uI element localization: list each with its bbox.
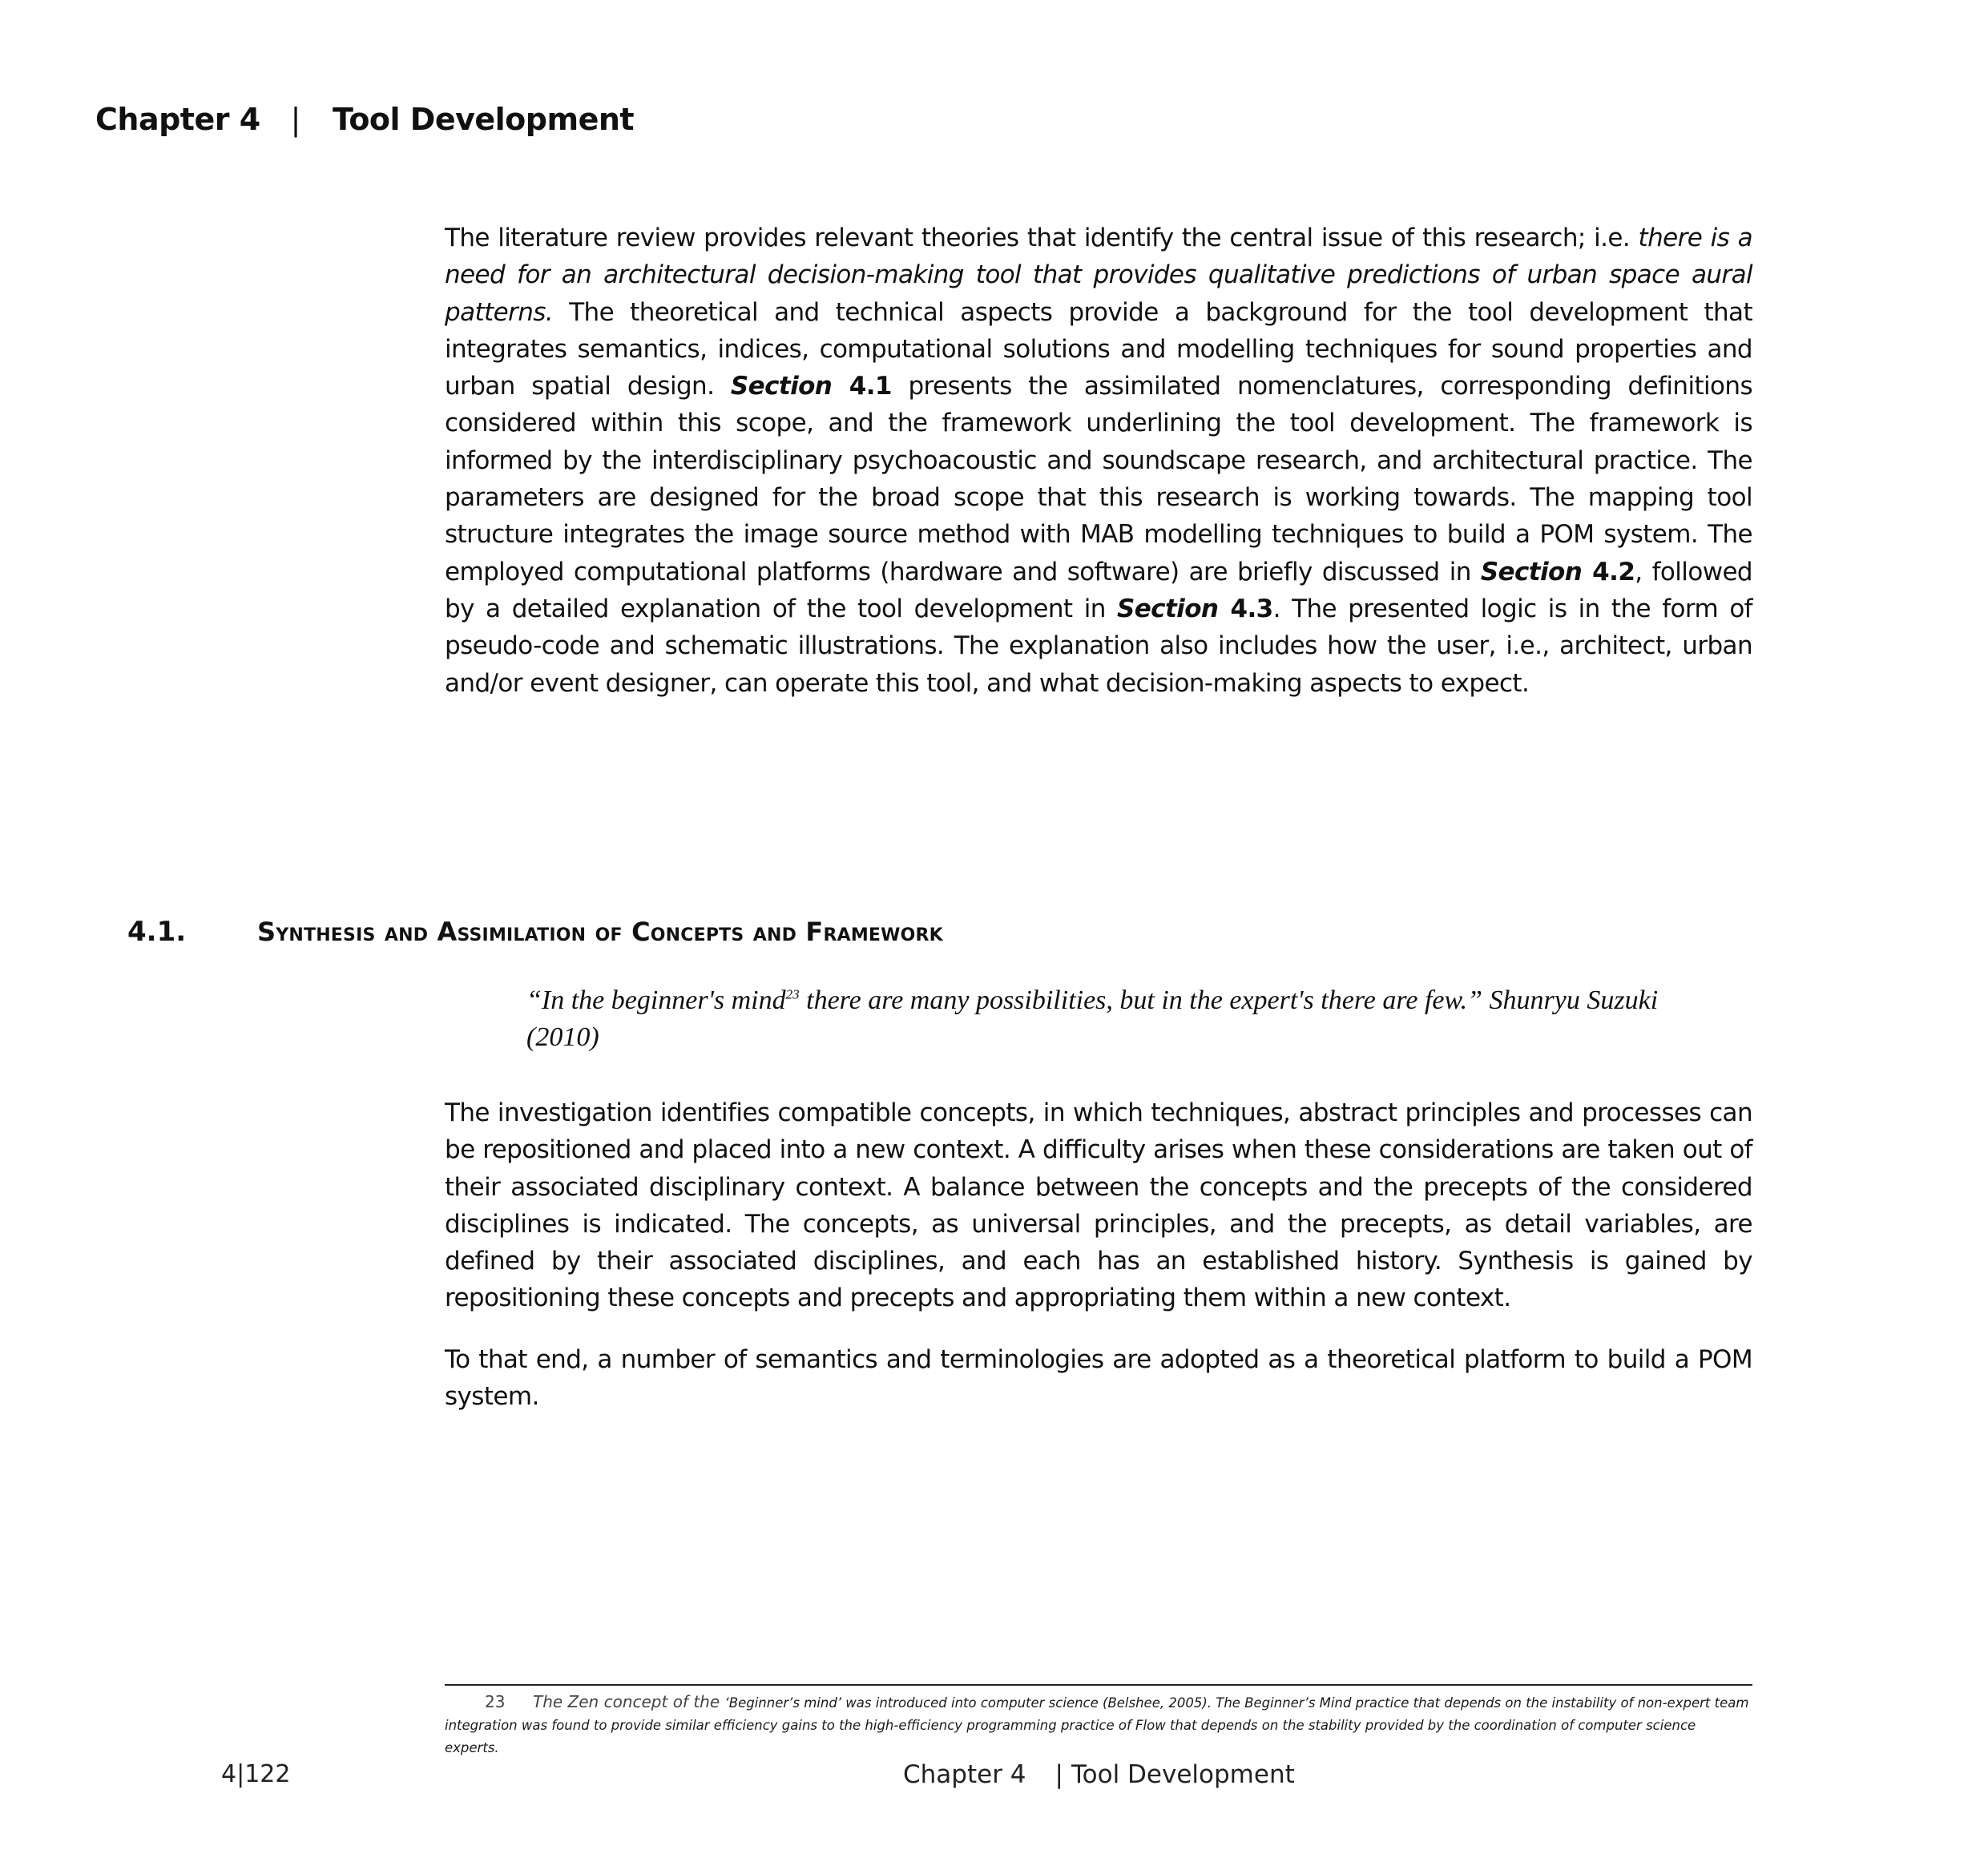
intro-text-1: The literature review provides relevant theories that identify the central issue of this research; i.e. <box>445 224 1639 252</box>
body-paragraph: The investigation identifies compatible concepts, in which techniques, abstract principles and processes can be repositioned and placed into a new context. A difficulty arises when these considerations are taken out of their associated disciplinary context. A balance between the concepts and the precepts of the considered disciplines is indicated. The concepts, as universal principles, and the precepts, as detail variables, are defined by their associated disciplines, and each has an established history. Synthesis is gained by repositioning these concepts and precepts and appropriating them within a new context. <box>445 1098 1752 1313</box>
section-ref-number: 4.2 <box>1582 557 1635 586</box>
chapter-label: Chapter 4 <box>95 102 260 137</box>
intro-emphasis: there is a need for an architectural decision-making tool that provides qualitative predictions of urban space aural patterns. <box>445 224 1752 327</box>
section-title: Synthesis and Assimilation of Concepts and Framework <box>257 917 943 947</box>
epigraph-quote <box>526 982 1680 1056</box>
footer-separator: | <box>1054 1760 1063 1789</box>
footnote-marker[interactable]: 23 <box>785 986 800 1002</box>
footer-chapter: Chapter 4 <box>903 1760 1026 1789</box>
quote-text-before: “In the beginner's mind <box>526 985 786 1015</box>
section-ref-word: Section <box>730 372 833 401</box>
section-ref-number: 4.3 <box>1218 594 1273 623</box>
body-paragraph: To that end, a number of semantics and terminologies are adopted as a theoretical platform to build a POM system. <box>445 1345 1752 1412</box>
footnote <box>445 1691 1752 1759</box>
footer-title: Tool Development <box>1071 1760 1295 1789</box>
footnote-divider <box>445 1684 1752 1686</box>
chapter-title: Tool Development <box>332 102 635 137</box>
section-heading <box>127 916 943 948</box>
footnote-text: ‘Beginner’s mind’ was introduced into computer science (Belshee, 2005). The Beginner’s Mind practice that depends on the instability of non-expert team integration was found to provide similar efficiency gains to the high-efficiency programming practice of Flow that depends on the stability provided by the coordination of computer science experts. <box>445 1695 1749 1755</box>
footnote-number: 23 <box>485 1692 506 1711</box>
chapter-header <box>95 102 634 137</box>
section-number: 4.1. <box>127 916 187 948</box>
intro-text-3: The theoretical and technical aspects provide a background for the tool development that integrates semantics, indices, computational solutions and modelling techniques for sound properties and urban spatial design. <box>445 297 1752 401</box>
intro-paragraph <box>445 220 1752 702</box>
footnote-lead: The Zen concept of the <box>533 1692 725 1711</box>
section-ref-number: 4.1 <box>832 372 892 401</box>
quote-text-after: there are many possibilities, but in the expert's there are few.” Shunryu Suzuki (2010) <box>526 985 1659 1052</box>
section-ref-word: Section <box>1117 594 1219 623</box>
intro-text-5: , followed by a detailed explanation of the tool development in <box>445 557 1752 623</box>
intro-text-6: . The presented logic is in the form of pseudo-code and schematic illustrations. The explanation also includes how the user, i.e., architect, urban and/or event designer, can operate this tool, and what decision-making aspects to expect. <box>445 594 1752 698</box>
page-number: 4|122 <box>221 1760 291 1788</box>
header-separator: | <box>290 102 300 137</box>
section-ref-word: Section <box>1480 557 1583 586</box>
running-footer <box>903 1760 1295 1789</box>
intro-text-4: presents the assimilated nomenclatures, corresponding definitions considered within this scope, and the framework underlining the tool development. The framework is informed by the interdisciplinary psychoacoustic and soundscape research, and architectural practice. The parameters are designed for the broad scope that this research is working towards. The mapping tool structure integrates the image source method with MAB modelling techniques to build a POM system. The employed computational platforms (hardware and software) are briefly discussed in <box>445 372 1752 586</box>
